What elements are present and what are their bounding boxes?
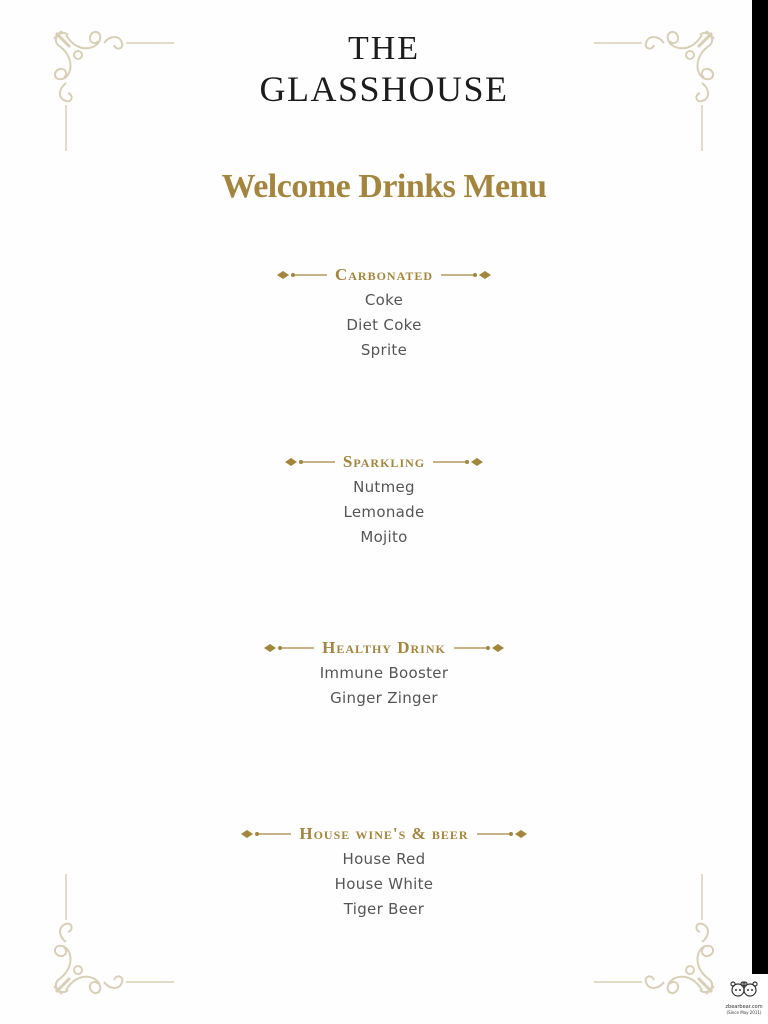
divider-ornament-icon [433, 457, 483, 467]
divider-ornament-icon [454, 643, 504, 653]
list-item: Diet Coke [346, 316, 422, 334]
section-carbonated [0, 262, 768, 363]
list-item: Lemonade [343, 503, 425, 521]
watermark-since: (Since May 2011) [726, 1010, 762, 1015]
list-item: House Red [342, 850, 426, 868]
list-item: Tiger Beer [343, 900, 425, 918]
section-heading-text: Healthy Drink [322, 638, 446, 657]
list-item: Ginger Zinger [330, 689, 438, 707]
bear-faces-icon [729, 980, 759, 998]
section-house-wine-beer [0, 821, 768, 922]
divider-ornament-icon [285, 457, 335, 467]
divider-ornament-icon [477, 829, 527, 839]
section-heading-text: House wine's & beer [299, 824, 469, 843]
section-heading-text: Sparkling [342, 452, 426, 471]
watermark [722, 980, 766, 1020]
watermark-site: zbearbear.com [725, 1004, 763, 1010]
section-heading [0, 635, 768, 661]
brand-line-1: THE [347, 30, 421, 67]
divider-ornament-icon [277, 270, 327, 280]
section-sparkling [0, 449, 768, 550]
menu-title: Welcome Drinks Menu [221, 168, 547, 205]
section-heading [0, 449, 768, 475]
section-heading [0, 821, 768, 847]
divider-ornament-icon [441, 270, 491, 280]
list-item: Mojito [360, 528, 408, 546]
brand-line-2: GLASSHOUSE [259, 69, 509, 109]
list-item: Sprite [360, 341, 408, 359]
list-item: Nutmeg [353, 478, 415, 496]
section-heading [0, 262, 768, 288]
list-item: House White [334, 875, 434, 893]
divider-ornament-icon [264, 643, 314, 653]
list-item: Immune Booster [319, 664, 449, 682]
list-item: Coke [364, 291, 404, 309]
section-healthy-drink [0, 635, 768, 711]
divider-ornament-icon [241, 829, 291, 839]
section-heading-text: Carbonated [334, 265, 434, 284]
